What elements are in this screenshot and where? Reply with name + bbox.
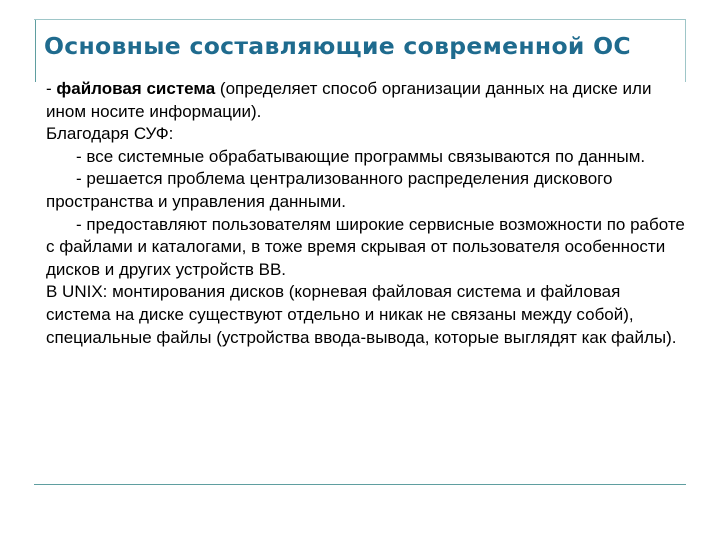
list-item-1: - все системные обрабатывающие программы связываются по данным. xyxy=(76,146,646,166)
filesystem-dash: - xyxy=(46,79,57,98)
left-accent-bar xyxy=(35,20,36,82)
filesystem-term: файловая система xyxy=(56,79,216,98)
bottom-rule xyxy=(34,484,686,485)
filesystem-description: (определяет способ организации данных на диске или ином носите информации). xyxy=(46,79,652,121)
slide-body xyxy=(46,78,686,349)
slide-title: Основные составляющие современной ОС xyxy=(44,32,631,60)
top-rule xyxy=(34,19,686,20)
unix-paragraph: В UNIX: монтирования дисков (корневая файловая система и файловая система на диске существуют отдельно и никак не связаны между собой), специальные файлы (устройства ввода-вывода, которые выглядят как файлы). xyxy=(46,282,677,347)
list-item-3: - предоставляют пользователям широкие сервисные возможности по работе с файлами и каталогами, в тоже время скрывая от пользователя особенности дисков и других устройств ВВ. xyxy=(46,214,685,279)
filesystem-paragraph xyxy=(46,78,686,123)
thanks-line: Благодаря СУФ: xyxy=(46,124,174,144)
list-item-2: - решается проблема централизованного распределения дискового пространства и управления данными. xyxy=(46,169,613,211)
